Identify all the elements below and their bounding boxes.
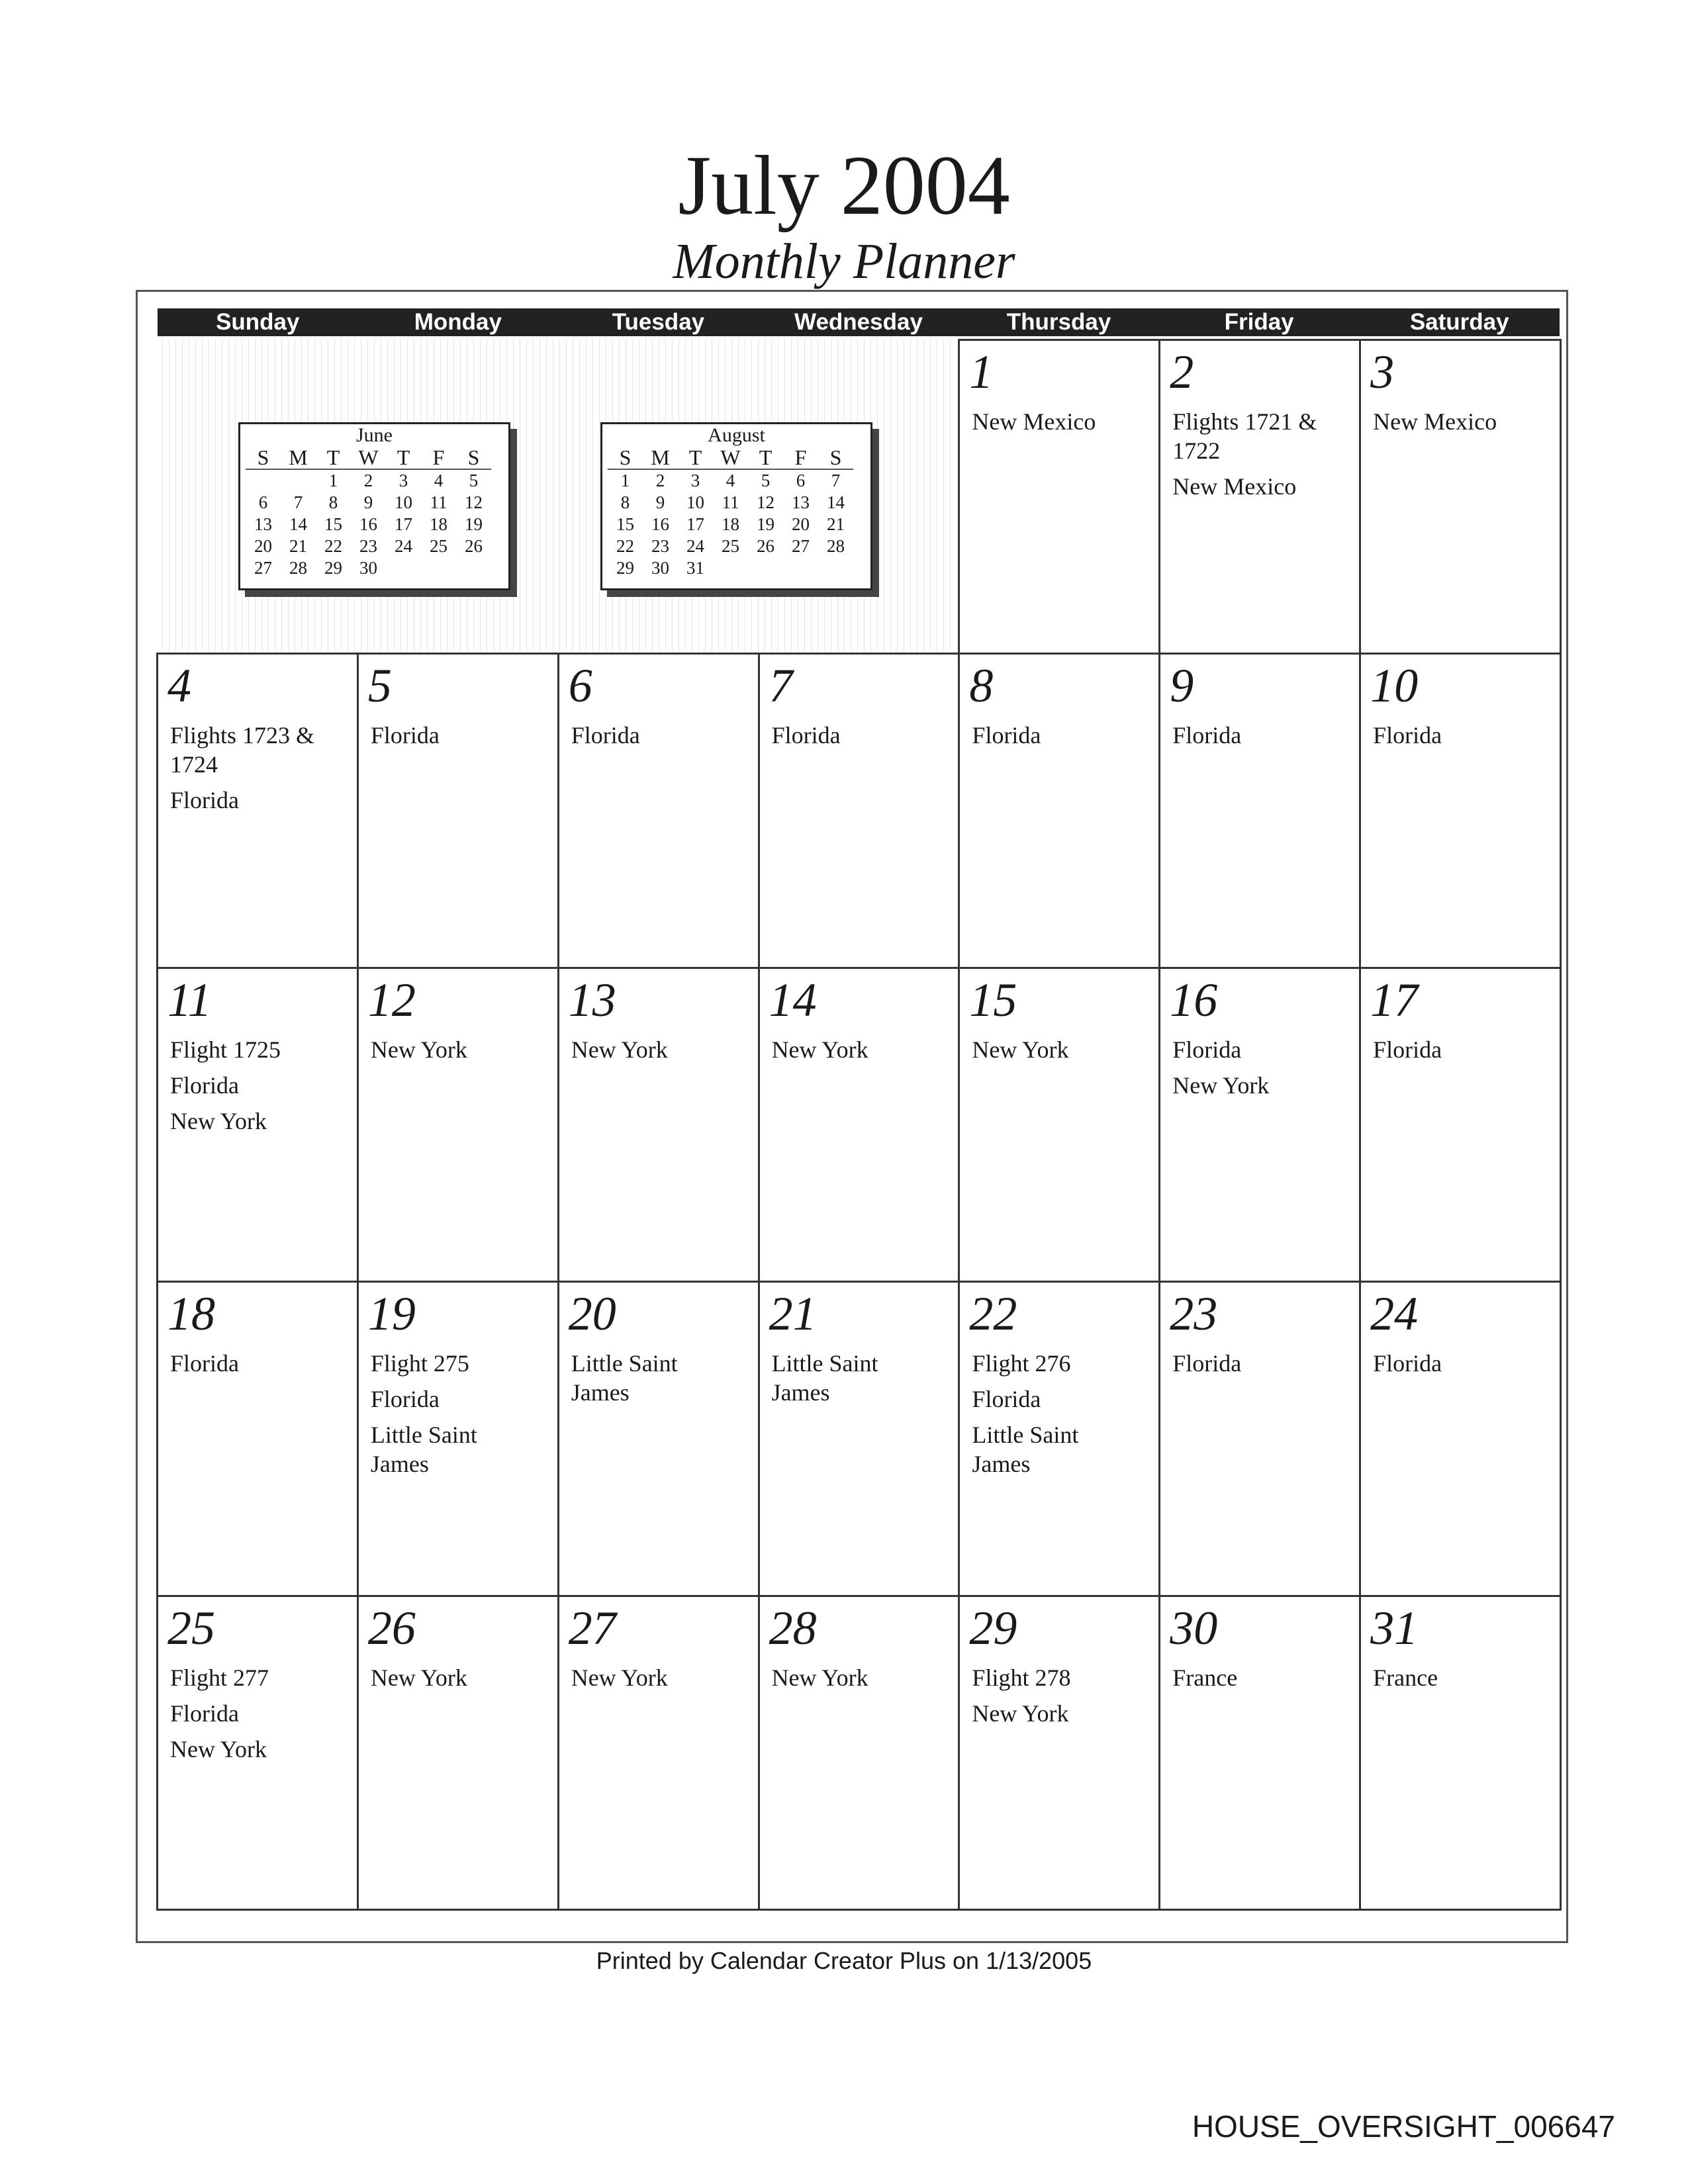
mini-day: 21: [827, 514, 845, 534]
mini-day: 16: [651, 514, 669, 534]
day-cell-6: [557, 653, 760, 968]
mini-day: 10: [395, 492, 412, 512]
event-entry: Flight 1725: [170, 1036, 281, 1063]
event-entry: Florida: [571, 722, 640, 749]
day-number: 11: [167, 973, 212, 1026]
mini-day: 18: [722, 514, 739, 534]
day-cell-22: [958, 1281, 1160, 1596]
day-events: [1373, 1035, 1553, 1071]
bates-number: HOUSE_OVERSIGHT_006647: [1192, 2109, 1615, 2144]
weekday-tuesday: Tuesday: [612, 309, 705, 335]
mini-day: 2: [363, 471, 373, 490]
day-cell-27: [557, 1595, 760, 1911]
mini-day: [281, 469, 316, 492]
event-entry: Florida: [170, 1071, 239, 1099]
day-cell-8: [958, 653, 1160, 968]
day-cell-11: [156, 967, 359, 1283]
event-entry: Florida: [1373, 1350, 1442, 1377]
mini-weekday-letter: F: [783, 447, 818, 469]
mini-day: 16: [359, 514, 377, 534]
event-entry: Flights 1723 & 1724: [170, 722, 315, 778]
day-cell-13: [557, 967, 760, 1283]
day-cell-18: [156, 1281, 359, 1596]
day-events: [371, 1035, 551, 1071]
day-number: 18: [167, 1287, 215, 1341]
mini-day: 28: [289, 558, 307, 578]
mini-day: 25: [722, 536, 739, 556]
mini-weekday-letter: W: [713, 447, 748, 469]
mini-week-row: [608, 492, 853, 514]
page-title: July 2004: [678, 138, 1010, 232]
mini-week-row: [608, 469, 853, 492]
mini-day: 27: [792, 536, 810, 556]
mini-day: 17: [395, 514, 412, 534]
event-entry: New York: [571, 1036, 668, 1063]
day-cell-15: [958, 967, 1160, 1283]
mini-day: 29: [324, 558, 342, 578]
mini-week-row: [246, 535, 491, 557]
mini-day: 5: [761, 471, 771, 490]
event-entry: Florida: [1373, 722, 1442, 749]
event-entry: Little Saint James: [972, 1422, 1079, 1478]
day-events: [1373, 407, 1553, 443]
weekday-header: [158, 308, 1560, 336]
day-cell-21: [758, 1281, 961, 1596]
mini-day: 6: [258, 492, 268, 512]
day-cell-26: [357, 1595, 559, 1911]
mini-week-row: [246, 557, 491, 579]
event-entry: Florida: [370, 1386, 440, 1413]
mini-calendar-table: [608, 447, 853, 579]
event-entry: New York: [972, 1700, 1069, 1727]
mini-weekday-letter: W: [351, 447, 386, 469]
day-number: 16: [1170, 973, 1218, 1026]
mini-day: 7: [293, 492, 303, 512]
mini-day: 12: [757, 492, 774, 512]
day-events: [371, 1663, 551, 1699]
mini-day: 1: [328, 471, 338, 490]
mini-week-row: [608, 557, 853, 579]
event-entry: Little Saint James: [370, 1422, 477, 1478]
mini-day: 30: [651, 558, 669, 578]
day-events: [1373, 721, 1553, 756]
mini-day: 27: [254, 558, 272, 578]
day-events: [1172, 1349, 1352, 1385]
mini-day: [783, 557, 818, 579]
day-events: [1373, 1349, 1553, 1385]
mini-week-row: [608, 535, 853, 557]
day-number: 28: [769, 1601, 817, 1655]
mini-week-row: [608, 514, 853, 535]
mini-day: [713, 557, 748, 579]
mini-day: [386, 557, 421, 579]
day-number: 12: [367, 973, 416, 1026]
event-entry: New York: [972, 1036, 1069, 1063]
mini-day: [421, 557, 456, 579]
mini-day: 9: [655, 492, 665, 512]
event-entry: New York: [370, 1036, 467, 1063]
mini-day: 22: [616, 536, 634, 556]
mini-week-row: [246, 469, 491, 492]
mini-day: 30: [359, 558, 377, 578]
mini-weekday-letter: T: [678, 447, 713, 469]
mini-week-row: [246, 492, 491, 514]
mini-weekday-letter: T: [316, 447, 351, 469]
day-number: 14: [769, 973, 817, 1026]
mini-day: 17: [686, 514, 704, 534]
day-number: 4: [167, 659, 191, 713]
day-cell-29: [958, 1595, 1160, 1911]
event-entry: Florida: [972, 1386, 1041, 1413]
day-number: 2: [1170, 345, 1194, 398]
page-subtitle: Monthly Planner: [673, 234, 1015, 289]
mini-weekday-letter: S: [456, 447, 491, 469]
day-cell-14: [758, 967, 961, 1283]
mini-day: 15: [324, 514, 342, 534]
day-number: 3: [1370, 345, 1395, 398]
mini-day: 3: [690, 471, 700, 490]
event-entry: Florida: [771, 722, 841, 749]
day-cell-4: [156, 653, 359, 968]
day-cell-25: [156, 1595, 359, 1911]
day-events: [1172, 1035, 1352, 1107]
day-number: 31: [1370, 1601, 1419, 1655]
day-events: [1373, 1663, 1553, 1699]
mini-weekday-letter: F: [421, 447, 456, 469]
mini-day: 1: [620, 471, 630, 490]
weekday-monday: Monday: [414, 309, 502, 335]
day-cell-19: [357, 1281, 559, 1596]
day-events: [170, 1035, 350, 1142]
day-cell-3: [1359, 339, 1562, 655]
event-entry: New York: [571, 1664, 668, 1691]
event-entry: France: [1172, 1664, 1238, 1691]
event-entry: Florida: [972, 722, 1041, 749]
event-entry: Florida: [170, 1350, 239, 1377]
mini-day: 23: [651, 536, 669, 556]
mini-day: 11: [430, 492, 447, 512]
day-events: [772, 721, 952, 756]
weekday-thursday: Thursday: [1006, 309, 1111, 335]
mini-day: 31: [686, 558, 704, 578]
mini-day: 7: [831, 471, 841, 490]
event-entry: New York: [1172, 1071, 1270, 1099]
mini-day: 20: [792, 514, 810, 534]
day-events: [371, 721, 551, 756]
day-cell-31: [1359, 1595, 1562, 1911]
mini-day: 25: [430, 536, 447, 556]
day-cell-10: [1359, 653, 1562, 968]
weekday-sunday: Sunday: [216, 309, 300, 335]
day-number: 22: [969, 1287, 1017, 1341]
day-number: 30: [1170, 1601, 1218, 1655]
print-footer: Printed by Calendar Creator Plus on 1/13/2005: [596, 1947, 1092, 1974]
day-events: [170, 721, 350, 821]
event-entry: Florida: [1172, 1036, 1242, 1063]
mini-day: 21: [289, 536, 307, 556]
day-events: [170, 1349, 350, 1385]
mini-weekday-letter: T: [386, 447, 421, 469]
day-number: 17: [1370, 973, 1419, 1026]
day-number: 29: [969, 1601, 1017, 1655]
event-entry: Florida: [1373, 1036, 1442, 1063]
day-cell-24: [1359, 1281, 1562, 1596]
mini-day: 13: [792, 492, 810, 512]
day-events: [571, 721, 751, 756]
day-cell-2: [1158, 339, 1361, 655]
mini-calendar-august: [600, 422, 872, 590]
day-number: 21: [769, 1287, 817, 1341]
day-number: 7: [769, 659, 793, 713]
mini-day: 15: [616, 514, 634, 534]
mini-day: 18: [430, 514, 447, 534]
weekday-friday: Friday: [1224, 309, 1294, 335]
day-events: [972, 1349, 1152, 1485]
event-entry: New York: [170, 1735, 267, 1762]
day-events: [371, 1349, 551, 1485]
event-entry: Little Saint James: [571, 1350, 678, 1406]
event-entry: New York: [771, 1036, 868, 1063]
mini-day: 24: [395, 536, 412, 556]
mini-day: 12: [465, 492, 483, 512]
day-cell-7: [758, 653, 961, 968]
day-cell-30: [1158, 1595, 1361, 1911]
day-events: [972, 407, 1152, 443]
day-number: 13: [568, 973, 616, 1026]
day-number: 27: [568, 1601, 616, 1655]
day-cell-17: [1359, 967, 1562, 1283]
day-events: [972, 721, 1152, 756]
day-number: 6: [568, 659, 592, 713]
mini-day: 6: [796, 471, 806, 490]
day-events: [1172, 1663, 1352, 1699]
day-events: [772, 1035, 952, 1071]
mini-day: 4: [726, 471, 735, 490]
mini-day: 8: [620, 492, 630, 512]
mini-weekday-letter: S: [246, 447, 281, 469]
event-entry: New Mexico: [1373, 408, 1497, 435]
mini-day: [748, 557, 783, 579]
mini-day: 11: [722, 492, 739, 512]
mini-day: 24: [686, 536, 704, 556]
mini-day: [818, 557, 853, 579]
weekday-wednesday: Wednesday: [794, 309, 923, 335]
event-entry: Florida: [1172, 722, 1242, 749]
day-events: [972, 1663, 1152, 1735]
day-events: [772, 1349, 952, 1414]
day-number: 10: [1370, 659, 1419, 713]
day-number: 25: [167, 1601, 215, 1655]
day-cell-16: [1158, 967, 1361, 1283]
mini-day: [456, 557, 491, 579]
event-entry: Florida: [1172, 1350, 1242, 1377]
day-number: 23: [1170, 1287, 1218, 1341]
day-number: 20: [568, 1287, 616, 1341]
day-cell-5: [357, 653, 559, 968]
day-events: [772, 1663, 952, 1699]
mini-calendar-june: [238, 422, 510, 590]
event-entry: Little Saint James: [771, 1350, 878, 1406]
mini-day: 4: [434, 471, 444, 490]
mini-weekday-letter: M: [281, 447, 316, 469]
day-events: [972, 1035, 1152, 1071]
mini-day: 19: [465, 514, 483, 534]
day-events: [1172, 721, 1352, 756]
mini-week-row: [246, 514, 491, 535]
mini-day: 20: [254, 536, 272, 556]
day-cell-9: [1158, 653, 1361, 968]
mini-day: 26: [757, 536, 774, 556]
mini-calendar-table: [246, 447, 491, 579]
day-number: 5: [367, 659, 392, 713]
day-cell-28: [758, 1595, 961, 1911]
day-number: 1: [969, 345, 994, 398]
event-entry: Flight 275: [370, 1350, 469, 1377]
event-entry: Flights 1721 & 1722: [1172, 408, 1317, 464]
day-number: 19: [367, 1287, 416, 1341]
mini-day: 29: [616, 558, 634, 578]
mini-day: 3: [399, 471, 408, 490]
mini-day: 14: [827, 492, 845, 512]
mini-calendar-title: August: [708, 424, 765, 446]
mini-day: 14: [289, 514, 307, 534]
event-entry: New York: [771, 1664, 868, 1691]
event-entry: New Mexico: [1172, 473, 1297, 500]
event-entry: Florida: [370, 722, 440, 749]
day-events: [571, 1035, 751, 1071]
day-cell-1: [958, 339, 1160, 655]
mini-day: 26: [465, 536, 483, 556]
event-entry: France: [1373, 1664, 1438, 1691]
day-events: [571, 1663, 751, 1699]
event-entry: Florida: [170, 1700, 239, 1727]
day-events: [1172, 407, 1352, 508]
mini-day: [246, 469, 281, 492]
mini-weekday-letter: S: [818, 447, 853, 469]
day-number: 15: [969, 973, 1017, 1026]
mini-day: 10: [686, 492, 704, 512]
mini-day: 8: [328, 492, 338, 512]
day-events: [170, 1663, 350, 1770]
weekday-saturday: Saturday: [1409, 309, 1509, 335]
day-number: 26: [367, 1601, 416, 1655]
mini-day: 28: [827, 536, 845, 556]
day-cell-12: [357, 967, 559, 1283]
mini-day: 5: [469, 471, 479, 490]
mini-weekday-letter: M: [643, 447, 678, 469]
mini-day: 19: [757, 514, 774, 534]
mini-weekday-letter: S: [608, 447, 643, 469]
mini-calendar-title: June: [356, 424, 393, 446]
mini-day: 22: [324, 536, 342, 556]
mini-day: 2: [655, 471, 665, 490]
event-entry: New York: [170, 1107, 267, 1134]
mini-day: 23: [359, 536, 377, 556]
day-number: 8: [969, 659, 994, 713]
event-entry: New York: [370, 1664, 467, 1691]
day-number: 9: [1170, 659, 1194, 713]
event-entry: New Mexico: [972, 408, 1096, 435]
day-events: [571, 1349, 751, 1414]
mini-day: 9: [363, 492, 373, 512]
mini-weekday-letter: T: [748, 447, 783, 469]
day-number: 24: [1370, 1287, 1419, 1341]
day-cell-20: [557, 1281, 760, 1596]
mini-day: 13: [254, 514, 272, 534]
day-cell-23: [1158, 1281, 1361, 1596]
event-entry: Flight 276: [972, 1350, 1071, 1377]
event-entry: Florida: [170, 787, 239, 814]
event-entry: Flight 278: [972, 1664, 1071, 1691]
event-entry: Flight 277: [170, 1664, 269, 1691]
